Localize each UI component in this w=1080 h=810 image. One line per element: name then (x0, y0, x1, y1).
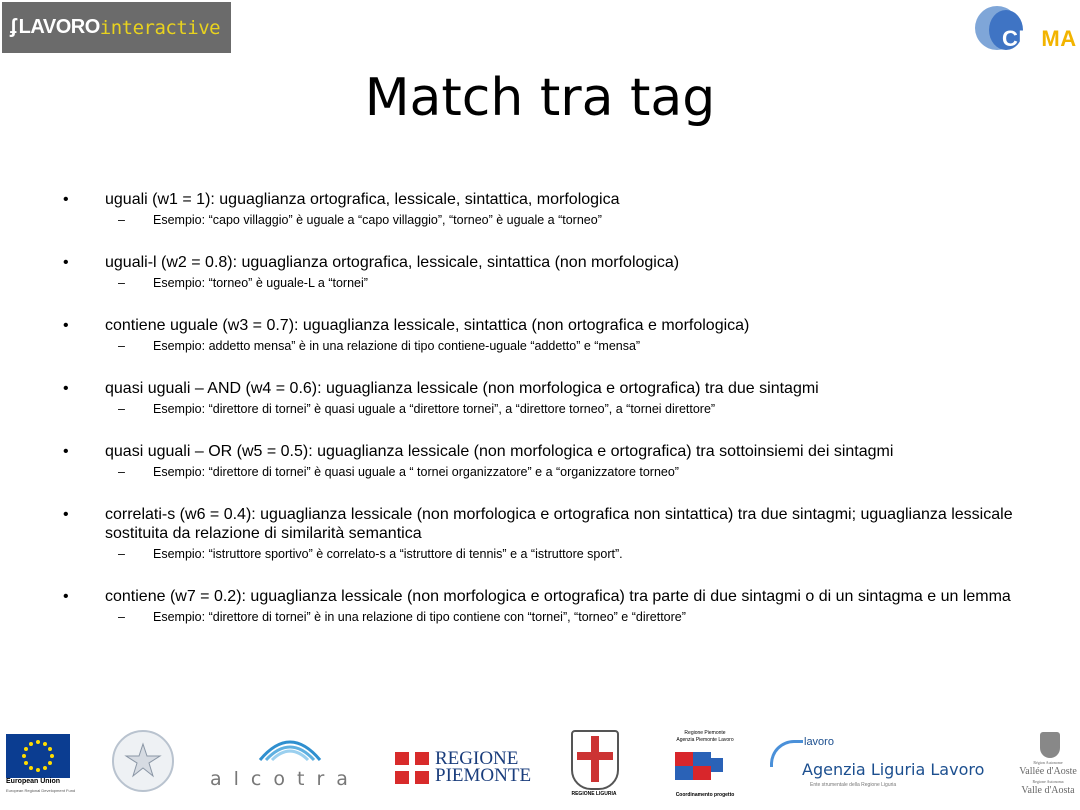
bullet-dot: • (63, 588, 69, 605)
lavoro-interactive-logo (2, 2, 231, 53)
bullet-text: quasi uguali – OR (w5 = 0.5): uguaglianza lessicale (non morfologica e ortografica) tra sottoinsiemi dei sintagmi (105, 443, 894, 460)
sub-bullet-dash: – (118, 610, 125, 624)
example-text: Esempio: “torneo” è uguale-L a “tornei” (153, 276, 368, 290)
sub-bullet-dash: – (118, 339, 125, 353)
coordinamento-logo (665, 730, 745, 800)
bullet-text: uguali-l (w2 = 0.8): uguaglianza ortografica, lessicale, sintattica (non morfologica) (105, 254, 680, 271)
liguria-caption: REGIONE LIGURIA (571, 791, 617, 797)
bullet-list (60, 190, 1040, 626)
eu-flag-logo (6, 734, 70, 778)
bullet-item (60, 253, 1040, 292)
figure-icon: ʄ (10, 16, 17, 38)
bullet-text: quasi uguali – AND (w4 = 0.6): uguaglianza lessicale (non morfologica e ortografica) tra due sintagmi (105, 380, 819, 397)
example-text: Esempio: “direttore di tornei” è quasi uguale a “direttore tornei”, a “direttore torneo”, a “tornei direttore” (153, 402, 716, 416)
bullet-text: contiene (w7 = 0.2): uguaglianza lessicale (non morfologica e ortografica) tra parte di due sintagmi o di un sintagma e un lemma (105, 588, 1011, 605)
agenzia-subtitle: Ente strumentale della Regione Liguria (810, 782, 897, 788)
sponsor-logos-footer (0, 728, 1080, 803)
regione-piemonte-logo (395, 748, 532, 786)
example-text: Esempio: “istruttore sportivo” è correlato-s a “istruttore di tennis” e a “istruttore sport”. (153, 547, 623, 561)
aosta-line3: Regione Autonoma (1032, 779, 1064, 784)
piemonte-flag-icon (395, 752, 429, 784)
aosta-line1: Région Autonome (1033, 760, 1063, 765)
coord-line1: Regione Piemonte (684, 730, 726, 736)
bullet-item (60, 505, 1040, 563)
alcotra-logo (210, 730, 360, 792)
bullet-dot: • (63, 506, 69, 523)
piemonte-text: REGIONE PIEMONTE (435, 748, 532, 786)
example-text: Esempio: addetto mensa” è in una relazione di tipo contiene-uguale “addetto” e “mensa” (153, 339, 641, 353)
eu-subcaption: European Regional Development Fund (6, 788, 76, 793)
example-text: Esempio: “direttore di tornei” è in una relazione di tipo contiene con “tornei”, “torneo” e “direttore” (153, 610, 686, 624)
cirma-logo (975, 4, 1080, 56)
regione-liguria-logo (565, 730, 623, 800)
agenzia-liguria-lavoro-logo (770, 736, 985, 792)
eu-stars-icon (18, 736, 58, 776)
sub-bullet-dash: – (118, 402, 125, 416)
agenzia-name: Agenzia Liguria Lavoro (802, 760, 985, 779)
bullet-text: correlati-s (w6 = 0.4): uguaglianza lessicale (non morfologica e ortografica non sintattica) tra due sintagmi; uguaglianza lessicale sostituita da relazione di similarità semantica (105, 506, 1013, 542)
slide-title: Match tra tag (364, 68, 716, 128)
bullet-dot: • (63, 443, 69, 460)
bullet-dot: • (63, 317, 69, 334)
bullet-dot: • (63, 191, 69, 208)
example-text: Esempio: “capo villaggio” è uguale a “capo villaggio”, “torneo” è uguale a “torneo” (153, 213, 602, 227)
logo-part2: interactive (99, 16, 221, 39)
aosta-line4: Valle d'Aosta (1021, 785, 1075, 796)
bullet-text: uguali (w1 = 1): uguaglianza ortografica, lessicale, sintattica, morfologica (105, 191, 620, 208)
sub-bullet-dash: – (118, 276, 125, 290)
logo-part1: LAVORO (18, 16, 100, 38)
example-text: Esempio: “direttore di tornei” è quasi uguale a “ tornei organizzatore” e a “organizzatore torneo” (153, 465, 679, 479)
aosta-crest-icon (1040, 732, 1060, 758)
arc-swoosh-icon (770, 740, 803, 767)
aosta-line2: Vallée d'Aoste (1019, 766, 1077, 777)
alcotra-text: alcotra (210, 768, 360, 790)
puzzle-icon (671, 748, 727, 784)
coord-line2: Agenzia Piemonte Lavoro (676, 737, 734, 743)
liguria-shield-icon (571, 730, 619, 790)
eu-caption: European Union (6, 778, 61, 785)
bullet-item (60, 379, 1040, 418)
sub-bullet-dash: – (118, 213, 125, 227)
bullet-item (60, 442, 1040, 481)
sub-bullet-dash: – (118, 547, 125, 561)
star-emblem-icon (114, 732, 172, 790)
agenzia-small-text: lavoro (804, 736, 834, 748)
bullet-text: contiene uguale (w3 = 0.7): uguaglianza lessicale, sintattica (non ortografica e morfologica) (105, 317, 750, 334)
bullet-item (60, 316, 1040, 355)
sub-bullet-dash: – (118, 465, 125, 479)
mountain-icon (250, 730, 330, 764)
cirma-text: CIRMA (1002, 26, 1077, 51)
bullet-dot: • (63, 254, 69, 271)
bullet-item (60, 190, 1040, 229)
valle-aosta-logo (1018, 730, 1078, 800)
bullet-dot: • (63, 380, 69, 397)
coord-caption: Coordinamento progetto (675, 792, 735, 798)
bullet-item (60, 587, 1040, 626)
italian-republic-emblem (112, 730, 174, 792)
